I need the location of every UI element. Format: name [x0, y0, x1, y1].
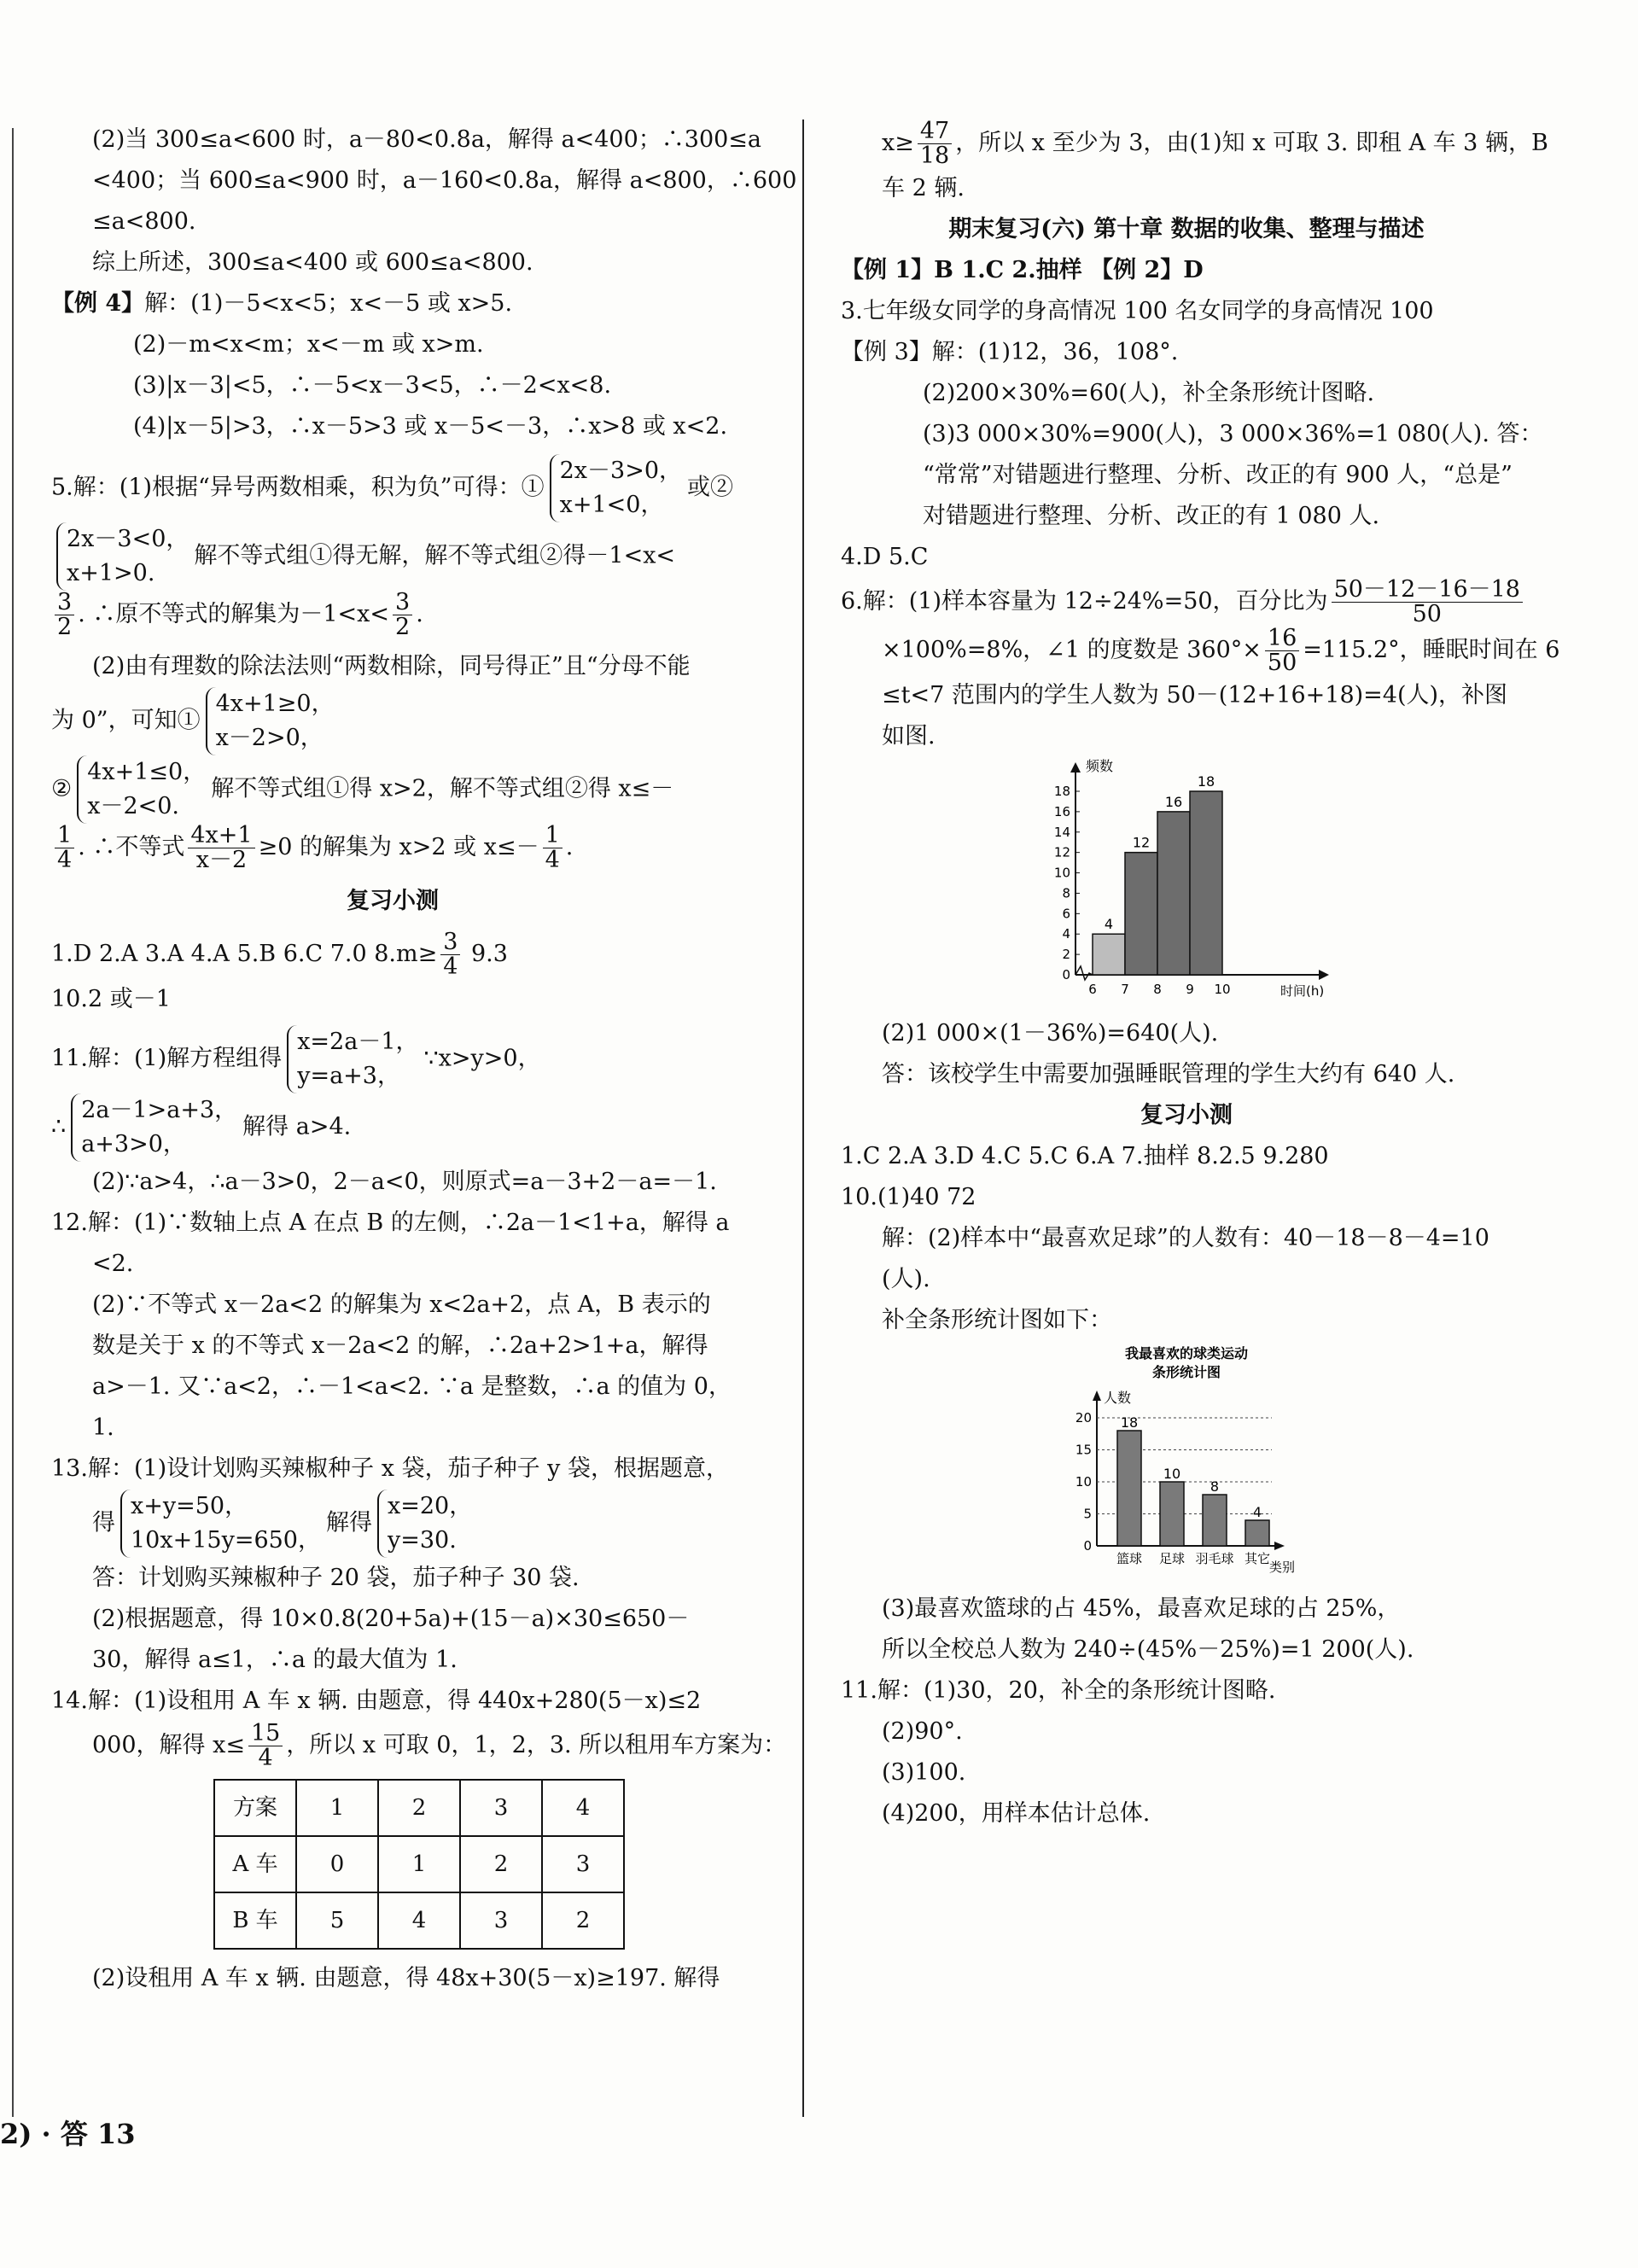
category-label: 羽毛球 — [1195, 1551, 1234, 1566]
bar — [1245, 1520, 1269, 1546]
histogram-bar — [1190, 791, 1222, 975]
quiz-answers — [51, 930, 734, 979]
text-line: (人). — [882, 1266, 930, 1292]
y-axis-label: 频数 — [1086, 758, 1114, 774]
y-axis-arrow — [1070, 762, 1081, 773]
fraction — [440, 930, 460, 979]
text-line: (3)最喜欢篮球的占 45%，最喜欢足球的占 25%， — [882, 1595, 1401, 1622]
numerator: 47 — [918, 120, 952, 144]
table-cell: 2 — [542, 1892, 624, 1949]
text-line: a>－1. 又∵a<2，∴－1<a<2. ∵a 是整数，∴a 的值为 0， — [92, 1373, 732, 1400]
numerator: 16 — [1265, 627, 1299, 651]
numerator: 15 — [248, 1722, 283, 1746]
equation-system — [71, 1093, 237, 1162]
text-line — [841, 578, 1532, 627]
text-span: ∵x>y>0， — [423, 1045, 541, 1072]
bar-value-label: 18 — [1120, 1414, 1139, 1431]
text-line: 14.解：(1)设租用 A 车 x 辆. 由题意，得 440x+280(5－x)≤2 — [51, 1688, 702, 1714]
bar — [1203, 1495, 1227, 1546]
text-line: 3.七年级女同学的身高情况 100 名女同学的身高情况 100 — [841, 298, 1434, 324]
y-axis-label: 人数 — [1104, 1390, 1132, 1406]
fraction — [188, 824, 254, 872]
table-cell: 1 — [378, 1836, 460, 1892]
text-line: 如图. — [882, 723, 936, 749]
numerator: 3 — [55, 591, 74, 615]
text-span: 解：(1)－5<x<5；x<－5 或 x>5. — [144, 290, 513, 317]
numerator: 1 — [543, 824, 563, 848]
text-span: 解不等式组①得 x>2，解不等式组②得 x≤－ — [211, 775, 674, 802]
equation-system — [120, 1490, 321, 1558]
table-cell: B 车 — [214, 1892, 296, 1949]
text-span: 为 0”，可知① — [51, 707, 201, 734]
text-line: 答：该校学生中需要加强睡眠管理的学生大约有 640 人. — [882, 1061, 1455, 1087]
y-tick-label: 4 — [1062, 926, 1070, 942]
histogram-bar — [1125, 853, 1157, 975]
denominator: 4 — [545, 847, 560, 873]
text-line: 【例 1】B 1.C 2.抽样 【例 2】D — [841, 257, 1204, 283]
bar-value-label: 10 — [1163, 1466, 1181, 1482]
sleep-time-histogram — [1033, 757, 1340, 1013]
text-span: . ∴原不等式的解集为－1<x< — [78, 601, 390, 627]
y-axis-arrow — [1093, 1391, 1101, 1401]
numerator: 3 — [393, 591, 412, 615]
section-title: 复习小测 — [347, 888, 439, 914]
page-footer: 2) · 答 13 — [0, 2118, 136, 2150]
text-line: “常常”对错题进行整理、分析、改正的有 900 人，“总是” — [923, 462, 1513, 488]
denominator: 4 — [258, 1745, 273, 1771]
text-line: 综上所述，300≤a<400 或 600≤a<800. — [92, 249, 533, 276]
system-row: x=2a－1， — [297, 1029, 419, 1055]
text-line: 车 2 辆. — [882, 175, 965, 201]
y-tick-label: 20 — [1075, 1410, 1092, 1426]
text-line: ≤t<7 范围内的学生人数为 50－(12+16+18)=4(人)，补图 — [882, 682, 1508, 708]
text-line — [51, 1093, 734, 1162]
example-tag: 【例 4】 — [51, 290, 145, 317]
text-span: 解得 a>4. — [242, 1113, 352, 1140]
fraction — [55, 591, 74, 639]
text-line: <2. — [92, 1251, 134, 1277]
text-span: 解不等式组①得无解，解不等式组②得－1<x< — [194, 542, 676, 569]
text-line: 10.2 或－1 — [51, 986, 171, 1012]
equation-system — [377, 1490, 472, 1558]
equation-system — [56, 522, 189, 591]
text-span: ② — [51, 775, 73, 802]
text-line — [51, 755, 734, 824]
system-row: 2a－1>a+3， — [81, 1097, 238, 1123]
text-span: 9.3 — [463, 941, 508, 967]
x-tick-label: 6 — [1088, 982, 1097, 997]
y-tick-label: 14 — [1053, 824, 1070, 840]
page-edge-line — [12, 128, 14, 2117]
fraction — [393, 591, 412, 639]
category-label: 足球 — [1158, 1551, 1186, 1566]
text-line: 对错题进行整理、分析、改正的有 1 080 人. — [923, 503, 1380, 529]
denominator: x－2 — [195, 847, 248, 873]
category-label: 篮球 — [1116, 1551, 1143, 1566]
equation-system — [550, 454, 682, 522]
y-tick-label: 10 — [1075, 1474, 1092, 1490]
text-line — [51, 522, 734, 591]
numerator: 50－12－16－18 — [1332, 578, 1523, 603]
text-line — [51, 1720, 787, 1771]
text-line: ≤a<800. — [92, 208, 196, 235]
left-column — [51, 120, 797, 1999]
table-cell: 方案 — [214, 1780, 296, 1836]
table-cell: A 车 — [214, 1836, 296, 1892]
y-tick-label: 16 — [1053, 803, 1070, 819]
equation-system — [287, 1025, 418, 1093]
table-cell: 3 — [542, 1836, 624, 1892]
denominator: 50 — [1412, 601, 1442, 627]
text-line: (3)100. — [882, 1759, 966, 1786]
fraction — [55, 824, 74, 872]
text-span: . ∴不等式 — [78, 834, 185, 860]
ball-sports-bar-chart — [1046, 1341, 1327, 1589]
example-4 — [51, 283, 734, 324]
text-span: 解得 — [325, 1509, 372, 1536]
x-tick-label: 10 — [1214, 982, 1231, 997]
text-line: (2)由有理数的除法法则“两数相除，同号得正”且“分母不能 — [92, 653, 691, 679]
text-line — [51, 1025, 734, 1093]
table-cell: 3 — [460, 1892, 542, 1949]
text-span: 11.解：(1)解方程组得 — [51, 1045, 283, 1072]
table-row — [214, 1892, 624, 1949]
text-line: 答：计划购买辣椒种子 20 袋，茄子种子 30 袋. — [92, 1565, 580, 1591]
text-line: 13.解：(1)设计划购买辣椒种子 x 袋，茄子种子 y 袋，根据题意， — [51, 1455, 729, 1482]
system-row: x－2>0， — [215, 725, 324, 751]
table-cell: 2 — [378, 1780, 460, 1836]
bar-value-label: 4 — [1104, 916, 1114, 933]
text-line: (2)设租用 A 车 x 辆. 由题意，得 48x+30(5－x)≥197. 解得 — [92, 1965, 720, 1991]
text-span: 1.D 2.A 3.A 4.A 5.B 6.C 7.0 8.m≥ — [51, 941, 438, 967]
denominator: 50 — [1267, 650, 1297, 676]
table-row — [214, 1780, 624, 1836]
system-row: x+1>0. — [67, 560, 155, 586]
text-span: ∴ — [51, 1113, 67, 1140]
system-row: 2x－3<0， — [67, 526, 189, 552]
system-row: x+y=50， — [131, 1493, 248, 1519]
text-line: (2)－m<x<m；x<－m 或 x>m. — [133, 331, 484, 358]
numerator: 3 — [440, 930, 460, 955]
text-line: 【例 3】解：(1)12，36，108°. — [841, 339, 1179, 365]
text-span: 000，解得 x≤ — [92, 1732, 245, 1758]
text-line: (4)200，用样本估计总体. — [882, 1800, 1151, 1827]
bar-value-label: 4 — [1252, 1504, 1262, 1520]
table-cell: 0 — [296, 1836, 378, 1892]
text-span: ，所以 x 可取 0，1，2，3. 所以租用车方案为： — [286, 1732, 787, 1758]
y-tick-label: 0 — [1083, 1538, 1092, 1554]
section-title: 期末复习(六) 第十章 数据的收集、整理与描述 — [948, 216, 1425, 242]
x-axis-label: 时间(h) — [1280, 983, 1325, 999]
text-line: (2)根据题意，得 10×0.8(20+5a)+(15－a)×30≤650－ — [92, 1606, 690, 1632]
x-tick-label: 8 — [1153, 982, 1162, 997]
text-span: ，所以 x 至少为 3，由(1)知 x 可取 3. 即租 A 车 3 辆，B — [955, 130, 1548, 156]
denominator: 4 — [443, 953, 458, 980]
text-span: ×100%=8%，∠1 的度数是 360°× — [882, 637, 1262, 663]
text-span: . — [416, 601, 423, 627]
system-row: a+3>0， — [81, 1131, 186, 1157]
y-tick-label: 12 — [1053, 844, 1070, 860]
denominator: 4 — [57, 847, 73, 873]
text-line: (2)1 000×(1－36%)=640(人). — [882, 1020, 1219, 1047]
table-row — [214, 1836, 624, 1892]
y-tick-label: 8 — [1062, 885, 1070, 901]
text-span: . — [565, 834, 574, 860]
text-line: 1. — [92, 1414, 114, 1441]
text-line: (2)∵不等式 x－2a<2 的解集为 x<2a+2，点 A，B 表示的 — [92, 1291, 711, 1318]
table-cell: 4 — [542, 1780, 624, 1836]
text-line — [841, 625, 1560, 676]
y-tick-label: 18 — [1053, 784, 1070, 799]
system-row: 4x+1≥0， — [215, 691, 335, 717]
fraction — [1332, 578, 1523, 627]
text-span: x≥ — [882, 130, 914, 156]
x-axis-arrow — [1274, 1542, 1285, 1550]
y-tick-label: 10 — [1053, 865, 1070, 881]
column-divider — [802, 120, 804, 2117]
text-line: (2)当 300≤a<600 时，a－80<0.8a，解得 a<400；∴300≤a — [92, 126, 762, 153]
equation-system — [206, 687, 335, 755]
text-line: (3)3 000×30%=900(人)，3 000×36%=1 080(人). 答： — [923, 421, 1543, 447]
y-tick-label: 0 — [1062, 967, 1070, 982]
y-tick-label: 2 — [1062, 947, 1070, 963]
text-span: =115.2°，睡眠时间在 6 — [1303, 637, 1560, 663]
bar — [1160, 1482, 1184, 1546]
text-line: 补全条形统计图如下： — [882, 1307, 1112, 1333]
text-line: 数是关于 x 的不等式 x－2a<2 的解，∴2a+2>1+a，解得 — [92, 1332, 708, 1359]
system-row: x+1<0， — [559, 492, 664, 518]
system-row: 10x+15y=650， — [131, 1527, 321, 1554]
fraction — [1265, 627, 1299, 675]
text-line: (2)90°. — [882, 1718, 963, 1745]
text-line: (2)∵a>4，∴a－3>0，2－a<0，则原式=a－3+2－a=－1. — [92, 1169, 717, 1195]
bar-value-label: 18 — [1197, 773, 1215, 790]
table-cell: 5 — [296, 1892, 378, 1949]
system-row: 2x－3>0， — [559, 458, 683, 484]
right-column — [841, 118, 1560, 1834]
text-span: 6.解：(1)样本容量为 12÷24%=50，百分比为 — [841, 588, 1328, 615]
x-axis-arrow — [1319, 970, 1329, 980]
y-tick-label: 15 — [1075, 1442, 1092, 1458]
y-tick-label: 5 — [1083, 1506, 1092, 1522]
table-cell: 1 — [296, 1780, 378, 1836]
denominator: 18 — [919, 143, 950, 169]
system-row: y=30. — [387, 1527, 457, 1554]
chart-title: 我最喜欢的球类运动 — [1124, 1345, 1249, 1361]
text-line: 1.C 2.A 3.D 4.C 5.C 6.A 7.抽样 8.2.5 9.280 — [841, 1143, 1329, 1169]
section-title: 复习小测 — [1140, 1102, 1233, 1128]
text-line — [51, 1490, 734, 1558]
histogram-bar — [1157, 812, 1190, 975]
text-line — [51, 591, 734, 639]
bar — [1117, 1431, 1141, 1546]
fraction — [918, 120, 952, 168]
chart-subtitle: 条形统计图 — [1151, 1364, 1221, 1380]
text-line: 12.解：(1)∵数轴上点 A 在点 B 的左侧，∴2a－1<1+a，解得 a — [51, 1210, 730, 1236]
denominator: 2 — [395, 614, 411, 640]
text-line: (2)200×30%=60(人)，补全条形统计图略. — [923, 380, 1375, 406]
text-line — [51, 687, 734, 755]
x-tick-label: 9 — [1186, 982, 1194, 997]
fraction — [543, 824, 563, 872]
histogram-bar — [1093, 934, 1125, 975]
y-tick-label: 6 — [1062, 906, 1070, 922]
text-line: 4.D 5.C — [841, 544, 929, 570]
fraction — [248, 1722, 283, 1770]
text-line: <400；当 600≤a<900 时，a－160<0.8a，解得 a<800，∴600 — [92, 167, 797, 194]
table-cell: 3 — [460, 1780, 542, 1836]
text-span: 得 — [92, 1509, 115, 1536]
system-row: x=20， — [387, 1493, 473, 1519]
text-span: 5.解：(1)根据“异号两数相乘，积为负”可得：① — [51, 474, 545, 501]
text-line: 10.(1)40 72 — [841, 1184, 976, 1210]
x-axis-label: 类别 — [1269, 1560, 1296, 1575]
text-line: (4)|x－5|>3，∴x－5>3 或 x－5<－3，∴x>8 或 x<2. — [133, 413, 728, 440]
rental-plan-table — [213, 1779, 625, 1950]
x-tick-label: 7 — [1121, 982, 1129, 997]
text-line — [841, 118, 1548, 169]
system-row: 4x+1≤0， — [87, 759, 207, 785]
system-row: y=a+3， — [297, 1063, 400, 1089]
numerator: 4x+1 — [188, 824, 254, 848]
text-line: 11.解：(1)30，20，补全的条形统计图略. — [841, 1677, 1276, 1704]
text-span: 或② — [687, 474, 734, 501]
text-line: (3)|x－3|<5，∴－5<x－3<5，∴－2<x<8. — [133, 372, 612, 399]
axis-break — [1075, 966, 1093, 980]
text-line: 30，解得 a≤1，∴a 的最大值为 1. — [92, 1647, 458, 1673]
bar-value-label: 16 — [1164, 793, 1183, 810]
system-row: x－2<0. — [87, 793, 180, 819]
bar-value-label: 12 — [1132, 834, 1151, 851]
text-line — [51, 824, 734, 872]
equation-system — [77, 755, 206, 824]
denominator: 2 — [57, 614, 73, 640]
bar-value-label: 8 — [1210, 1478, 1220, 1495]
text-span: ≥0 的解集为 x>2 或 x≤－ — [258, 834, 539, 860]
table-cell: 2 — [460, 1836, 542, 1892]
category-label: 其它 — [1244, 1551, 1271, 1566]
table-cell: 4 — [378, 1892, 460, 1949]
problem-5 — [51, 454, 734, 522]
numerator: 1 — [55, 824, 74, 848]
text-line: 解：(2)样本中“最喜欢足球”的人数有：40－18－8－4=10 — [882, 1225, 1489, 1251]
text-line: 所以全校总人数为 240÷(45%－25%)=1 200(人). — [882, 1636, 1414, 1663]
